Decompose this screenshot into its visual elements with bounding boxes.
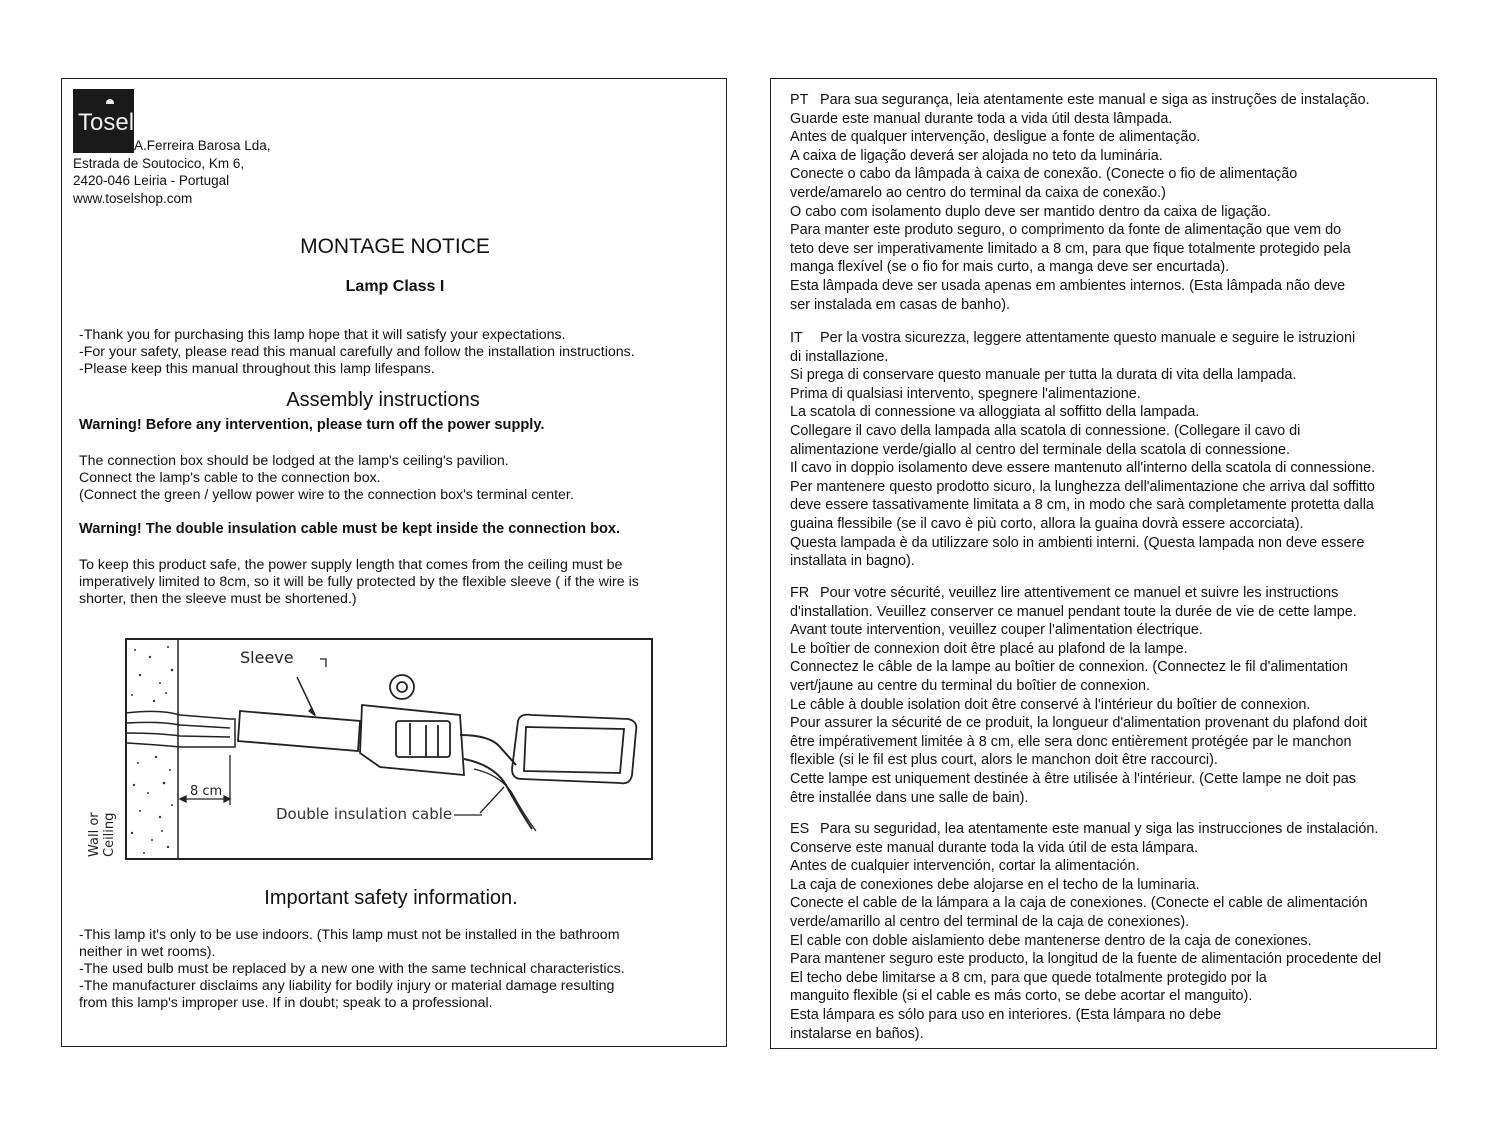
lamp-icon [106,99,114,104]
website-link[interactable]: www.toselshop.com [73,190,193,206]
pt-line: Antes de qualquer intervenção, desligue a fonte de alimentação. [790,129,1201,146]
it-line: Per la vostra sicurezza, leggere attentamente questo manuale e seguire le istruzioni [820,330,1356,346]
terminal-block [360,675,464,775]
section-es [790,820,1435,1043]
keep-safe-text [79,557,719,608]
fr-line: Connectez le câble de la lampe au boîtier de connexion. (Connectez le fil d'alimentation [790,659,1348,676]
it-line: guaina flessibile (se il cavo è più corto, allora la guaina dovrà essere accorciata). [790,515,1304,532]
wall-label [87,812,117,857]
fr-line: Le câble à double isolation doit être conservé à l'intérieur du boîtier de connexion. [790,696,1311,713]
it-line: La scatola di connessione va alloggiata al soffitto della lampada. [790,404,1200,421]
language-code: IT [790,330,803,346]
pt-line: verde/amarelo ao centro do terminal da caixa de conexão.) [790,184,1166,201]
it-line: Collegare il cavo della lampada alla scatola di connessione. (Collegare il cavo di [790,422,1301,439]
safety-line: -The manufacturer disclaims any liability for bodily injury or material damage resulting [79,978,615,994]
pt-line: Para manter este produto seguro, o comprimento da fonte de alimentação que vem do [790,222,1342,239]
keep-safe-line: imperatively limited to 8cm, so it will be fully protected by the flexible sleeve ( if the wire is [79,574,639,590]
company-name: A.Ferreira Barosa Lda, [134,138,271,153]
right-panel [770,78,1437,1049]
warning-insulation: Warning! The double insulation cable must be kept inside the connection box. [79,521,621,537]
fr-line: Le boîtier de connexion doit être placé au plafond de la lampe. [790,640,1188,657]
safety-line: neither in wet rooms). [79,944,216,960]
es-line: Antes de cualquier intervención, cortar la alimentación. [790,858,1140,875]
it-line: Prima di qualsiasi intervento, spegnere l'alimentazione. [790,385,1141,402]
section-pt [790,91,1435,314]
pt-line: A caixa de ligação deverá ser alojada no teto da luminária. [790,147,1163,164]
connection-box [512,715,636,784]
dimension-label: 8 cm [190,784,223,799]
it-line: Per mantenere questo prodotto sicuro, la lunghezza dell'alimentazione che arriva dal soffitto [790,478,1375,495]
pt-line: Guarde este manual durante toda a vida útil desta lâmpada. [790,110,1173,127]
intro-text [79,327,719,378]
pt-line: Conecte o cabo da lâmpada à caixa de conexão. (Conecte o fio de alimentação [790,166,1298,183]
language-code: PT [790,92,809,108]
fr-line: Pour assurer la sécurité de ce produit, la longueur d'alimentation provenant du plafond doit [790,715,1368,732]
sleeve-label: Sleeve [240,648,294,667]
language-code: FR [790,585,810,601]
connection-line: Connect the lamp's cable to the connection box. [79,470,381,486]
warning-power: Warning! Before any intervention, please turn off the power supply. [79,417,545,433]
es-line: Conserve este manual durante toda la vida útil de esta lámpara. [790,839,1198,856]
company-address [73,137,373,207]
language-code: ES [790,821,810,837]
es-line: Para su seguridad, lea atentamente este manual y siga las instrucciones de instalación. [820,821,1379,837]
connection-text [79,453,719,504]
section-fr [790,584,1435,807]
intro-line: -For your safety, please read this manual carefully and follow the installation instructions. [79,344,635,360]
connection-line: The connection box should be lodged at the lamp's ceiling's pavilion. [79,453,509,469]
keep-safe-line: shorter, then the sleeve must be shortened.) [79,591,357,607]
sleeve [238,711,360,751]
keep-safe-line: To keep this product safe, the power supply length that comes from the ceiling must be [79,557,623,573]
pt-line: teto deve ser imperativamente limitado a 8 cm, para que fique totalmente protegido pela [790,240,1351,257]
address-street: Estrada de Soutocico, Km 6, [73,155,245,171]
es-line: verde/amarillo al centro del terminal de la caja de conexiones). [790,913,1190,930]
safety-text [79,927,719,1012]
pt-line: O cabo com isolamento duplo deve ser mantido dentro da caixa de ligação. [790,203,1271,220]
es-line: manguito flexible (si el cable es más corto, se debe acortar el manguito). [790,988,1253,1005]
it-line: Si prega di conservare questo manuale per tutta la durata di vita della lampada. [790,367,1297,384]
es-line: El cable con doble aislamiento debe mantenerse dentro de la caja de conexiones. [790,932,1312,949]
fr-line: vert/jaune au centre du terminal du boîtier de connexion. [790,677,1150,694]
safety-line: -This lamp it's only to be use indoors. (This lamp must not be installed in the bathroom [79,927,620,943]
fr-line: Avant toute intervention, veuillez couper l'alimentation électrique. [790,622,1203,639]
pt-line: ser instalada em casas de banho). [790,296,1010,313]
lamp-class-heading: Lamp Class I [345,278,445,295]
page-title: MONTAGE NOTICE [300,235,490,258]
supply-wires [126,711,235,747]
es-line: instalarse en baños). [790,1025,924,1042]
section-it [790,329,1435,571]
logo-text: Tosel [78,109,135,136]
intro-line: -Please keep this manual throughout this lamp lifespans. [79,361,435,377]
pt-line: manga flexível (se o fio for mais curto, a manga deve ser encurtada). [790,259,1230,276]
it-line: Questa lampada è da utilizzare solo in ambienti interni. (Questa lampada non deve essere [790,534,1365,551]
intro-line: -Thank you for purchasing this lamp hope that it will satisfy your expectations. [79,327,566,343]
fr-line: d'installation. Veuillez conserver ce manuel pendant toute la durée de vie de cette lampe. [790,603,1357,620]
fr-line: flexible (si le fil est plus court, alors le manchon doit être raccourci). [790,752,1218,769]
it-line: alimentazione verde/giallo al centro del terminale della scatola di connessione. [790,441,1290,458]
safety-line: -The used bulb must be replaced by a new one with the same technical characteristics. [79,961,625,977]
address-city: 2420-046 Leiria - Portugal [73,173,230,188]
fr-line: être installée dans une salle de bain). [790,789,1029,806]
connection-line: (Connect the green / yellow power wire to the connection box's terminal center. [79,487,574,503]
left-panel [61,78,727,1047]
it-line: installata in bagno). [790,553,915,570]
installation-diagram [80,635,660,865]
pt-line: Esta lâmpada deve ser usada apenas em ambientes internos. (Esta lâmpada não deve [790,277,1346,294]
pt-line: Para sua segurança, leia atentamente este manual e siga as instruções de instalação. [820,92,1370,108]
it-line: Il cavo in doppio isolamento deve essere mantenuto all'interno della scatola di connessione. [790,460,1376,477]
cable-label: Double insulation cable [276,805,453,823]
es-line: Para mantener seguro este producto, la longitud de la fuente de alimentación procedente del [790,951,1382,968]
safety-line: from this lamp's improper use. If in doubt; speak to a professional. [79,995,493,1011]
svg-text:Wall or: Wall or [87,812,102,857]
es-line: Conecte el cable de la lámpara a la caja de conexiones. (Conecte el cable de alimentación [790,895,1368,912]
assembly-title: Assembly instructions [286,389,480,411]
svg-text:Ceiling: Ceiling [102,812,117,857]
fr-line: Cette lampe est uniquement destinée à être utilisée à l'intérieur. (Cette lampe ne doit pas [790,770,1356,787]
wall-texture [131,646,173,854]
fr-line: Pour votre sécurité, veuillez lire attentivement ce manuel et suivre les instructions [820,585,1339,601]
es-line: El techo debe limitarse a 8 cm, para que quede totalmente protegido por la [790,969,1267,986]
safety-title: Important safety information. [264,887,518,909]
it-line: deve essere tassativamente limitata a 8 cm, in modo che sarà completamente protetta dalla [790,497,1374,514]
fr-line: être impérativement limitée à 8 cm, elle sera donc entièrement protégée par le manchon [790,733,1352,750]
it-line: di installazione. [790,348,889,365]
es-line: La caja de conexiones debe alojarse en el techo de la luminaria. [790,876,1200,893]
es-line: Esta lámpara es sólo para uso en interiores. (Esta lámpara no debe [790,1006,1222,1023]
